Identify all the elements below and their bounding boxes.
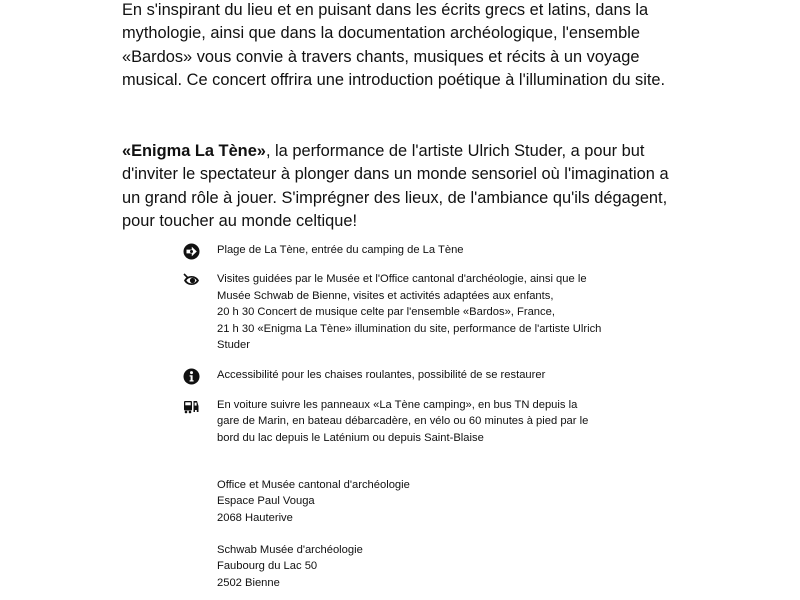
info-item-transport — [182, 397, 622, 446]
info-item-location — [182, 242, 622, 258]
info-text: Accessibilité pour les chaises roulantes, possibilité de se restaurer — [217, 369, 546, 382]
address-block-bienne — [217, 542, 363, 591]
info-text: Studer — [217, 339, 250, 352]
info-text: Plage de La Tène, entrée du camping de La Tène — [217, 244, 464, 256]
info-text: 21 h 30 «Enigma La Tène» illumination du site, performance de l'artiste Ulrich — [217, 322, 602, 335]
info-text: En voiture suivre les panneaux «La Tène camping», en bus TN depuis la — [217, 398, 578, 411]
info-item-program — [182, 271, 622, 353]
transport-icon — [183, 398, 200, 415]
address-line: Faubourg du Lac 50 — [217, 560, 318, 573]
address-line: 2502 Bienne — [217, 576, 280, 589]
info-text: bord du lac depuis le Laténium ou depuis Saint-Blaise — [217, 431, 484, 444]
performance-title: «Enigma La Tène» — [122, 142, 266, 160]
text-line: «Bardos» vous convie à travers chants, musiques et récits à un voyage — [122, 47, 640, 66]
text-line: pour toucher au monde celtique! — [122, 212, 358, 231]
address-block-hauterive — [217, 477, 410, 526]
info-text: gare de Marin, en bateau débarcadère, en vélo ou 60 minutes à pied par le — [217, 415, 589, 428]
text-line: musical. Ce concert offrira une introduction poétique à l'illumination du site. — [122, 71, 666, 90]
event-info-list — [182, 242, 622, 446]
concert-description — [122, 0, 682, 93]
address-line: Espace Paul Vouga — [217, 495, 315, 508]
text-line: mythologie, ainsi que dans la documentation archéologique, l'ensemble — [122, 24, 640, 43]
text-line: un grand rôle à jouer. S'imprégner des lieux, de l'ambiance qu'ils dégagent, — [122, 188, 668, 207]
info-item-accessibility — [182, 367, 622, 383]
address-line: 2068 Hauterive — [217, 511, 293, 524]
address-line: Office et Musée cantonal d'archéologie — [217, 479, 410, 491]
text-line: , la performance de l'artiste Ulrich Studer, a pour but — [265, 142, 645, 160]
performance-description — [122, 140, 682, 234]
info-text: Visites guidées par le Musée et l'Office cantonal d'archéologie, ainsi que le — [217, 273, 587, 286]
text-line: d'inviter le spectateur à plonger dans un monde sensoriel où l'imagination a — [122, 165, 669, 184]
address-line: Schwab Musée d'archéologie — [217, 544, 363, 556]
eye-icon — [183, 272, 200, 289]
location-arrow-icon — [183, 243, 200, 260]
info-text: 20 h 30 Concert de musique celte par l'ensemble «Bardos», France, — [217, 306, 555, 319]
text-line: En s'inspirant du lieu et en puisant dans les écrits grecs et latins, dans la — [122, 1, 649, 19]
info-text: Musée Schwab de Bienne, visites et activités adaptées aux enfants, — [217, 289, 554, 302]
info-icon — [183, 368, 200, 385]
